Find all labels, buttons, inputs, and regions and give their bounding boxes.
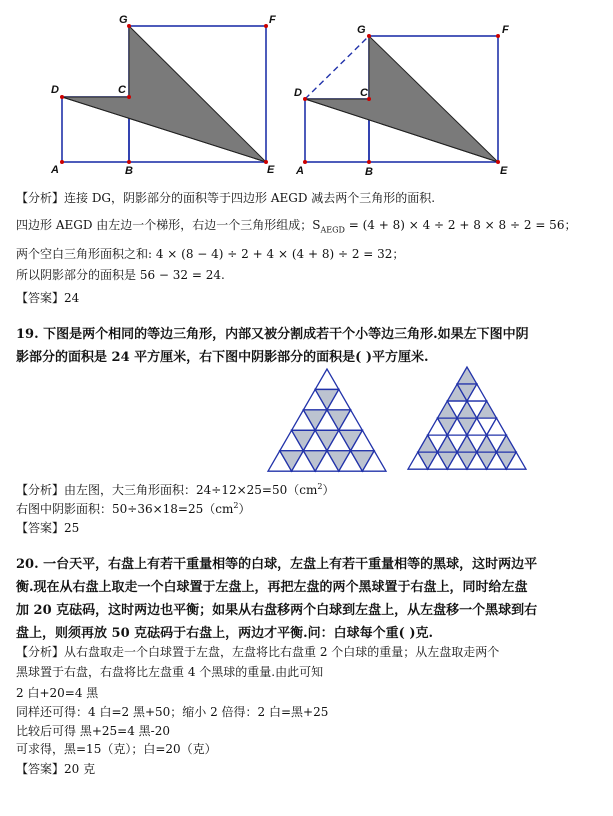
label-F: F (502, 24, 509, 36)
q20-analysis-line5: 比较后可得 黑+25=4 黑-20 (16, 724, 170, 738)
q20-analysis-line6: 可求得，黑=15（克）；白=20（克） (16, 742, 217, 756)
q19-text-line2: 影部分的面积是 24 平方厘米，右下图中阴影部分的面积是( )平方厘米. (16, 350, 429, 365)
q20-text-line4: 盘上，则须再放 50 克砝码于右盘上，两边才平衡.问：白球每个重( )克. (16, 626, 434, 641)
label-B: B (125, 165, 133, 177)
label-E: E (267, 164, 275, 176)
shaded-region-left (62, 26, 266, 162)
q18-analysis-line1: 【分析】连接 DG，阴影部分的面积等于四边形 AEGD 减去两个三角形的面积. (16, 191, 436, 205)
q19-text-line1: 19. 下图是两个相同的等边三角形，内部又被分割成若干个小等边三角形.如果左下图中阴 (16, 327, 529, 342)
q20-analysis-line4: 同样还可得：4 白=2 黑+50；缩小 2 倍得：2 白=黑+25 (16, 705, 329, 719)
q18-analysis-line3: 两个空白三角形面积之和: 4 × (8 − 4) ÷ 2 + 4 × (4 + 8) ÷ 2 = 32； (16, 247, 405, 261)
label-B: B (365, 166, 373, 177)
figure-18-left (45, 12, 285, 177)
label-G: G (357, 24, 366, 36)
label-C: C (360, 87, 368, 99)
shaded-region-right (305, 36, 498, 162)
q18-answer: 【答案】24 (16, 291, 80, 305)
q20-text-line2: 衡.现在从右盘上取走一个白球置于左盘上，再把左盘的两个黑球置于右盘上，同时给左盘 (16, 580, 528, 595)
small-triangle (315, 369, 339, 389)
q20-analysis-line1: 【分析】从右盘取走一个白球置于左盘，左盘将比右盘重 2 个白球的重量；从左盘取走两个 (16, 645, 500, 659)
q20-text-line3: 加 20 克砝码，这时两边也平衡；如果从右盘移两个白球到左盘上，从左盘移一个黑球到右 (16, 603, 538, 618)
q20-analysis-line2: 黑球置于右盘，右盘将比左盘重 4 个黑球的重量.由此可知 (16, 665, 324, 679)
q20-answer: 【答案】20 克 (16, 762, 96, 776)
figure-18-right (288, 12, 528, 177)
q20-text-line1: 20. 一台天平，右盘上有若干重量相等的白球，左盘上有若干重量相等的黑球，这时两边平 (16, 557, 538, 572)
label-D: D (51, 84, 59, 96)
q19-analysis-line1: 【分析】由左图，大三角形面积：$24\div 12\times 25=50(cm^2)$ (16, 482, 335, 497)
label-C: C (118, 84, 126, 96)
q18-analysis-line4: 所以阴影部分的面积是 56 − 32 = 24. (16, 268, 225, 282)
figure-19-left-triangle (266, 367, 388, 475)
label-G: G (119, 14, 128, 26)
q18-analysis-line2: 四边形 AEGD 由左边一个梯形，右边一个三角形组成；$S_{AEGD} = (4 + 8) \times 4 \div 2 + 8 \times 8 \div 2 = 56$； (16, 218, 577, 235)
label-A: A (51, 164, 59, 176)
label-F: F (269, 14, 276, 26)
label-D: D (294, 87, 302, 99)
q19-analysis-line2: 右图中阴影面积：$50\div 36\times 18=25(cm^2)$ (16, 501, 251, 516)
label-A: A (296, 165, 304, 177)
figure-19-right-triangle (406, 365, 528, 475)
q20-analysis-line3: 2 白+20=4 黑 (16, 686, 99, 700)
label-E: E (500, 165, 508, 177)
q19-answer: 【答案】25 (16, 521, 80, 535)
shaded-small-triangle (457, 367, 477, 384)
